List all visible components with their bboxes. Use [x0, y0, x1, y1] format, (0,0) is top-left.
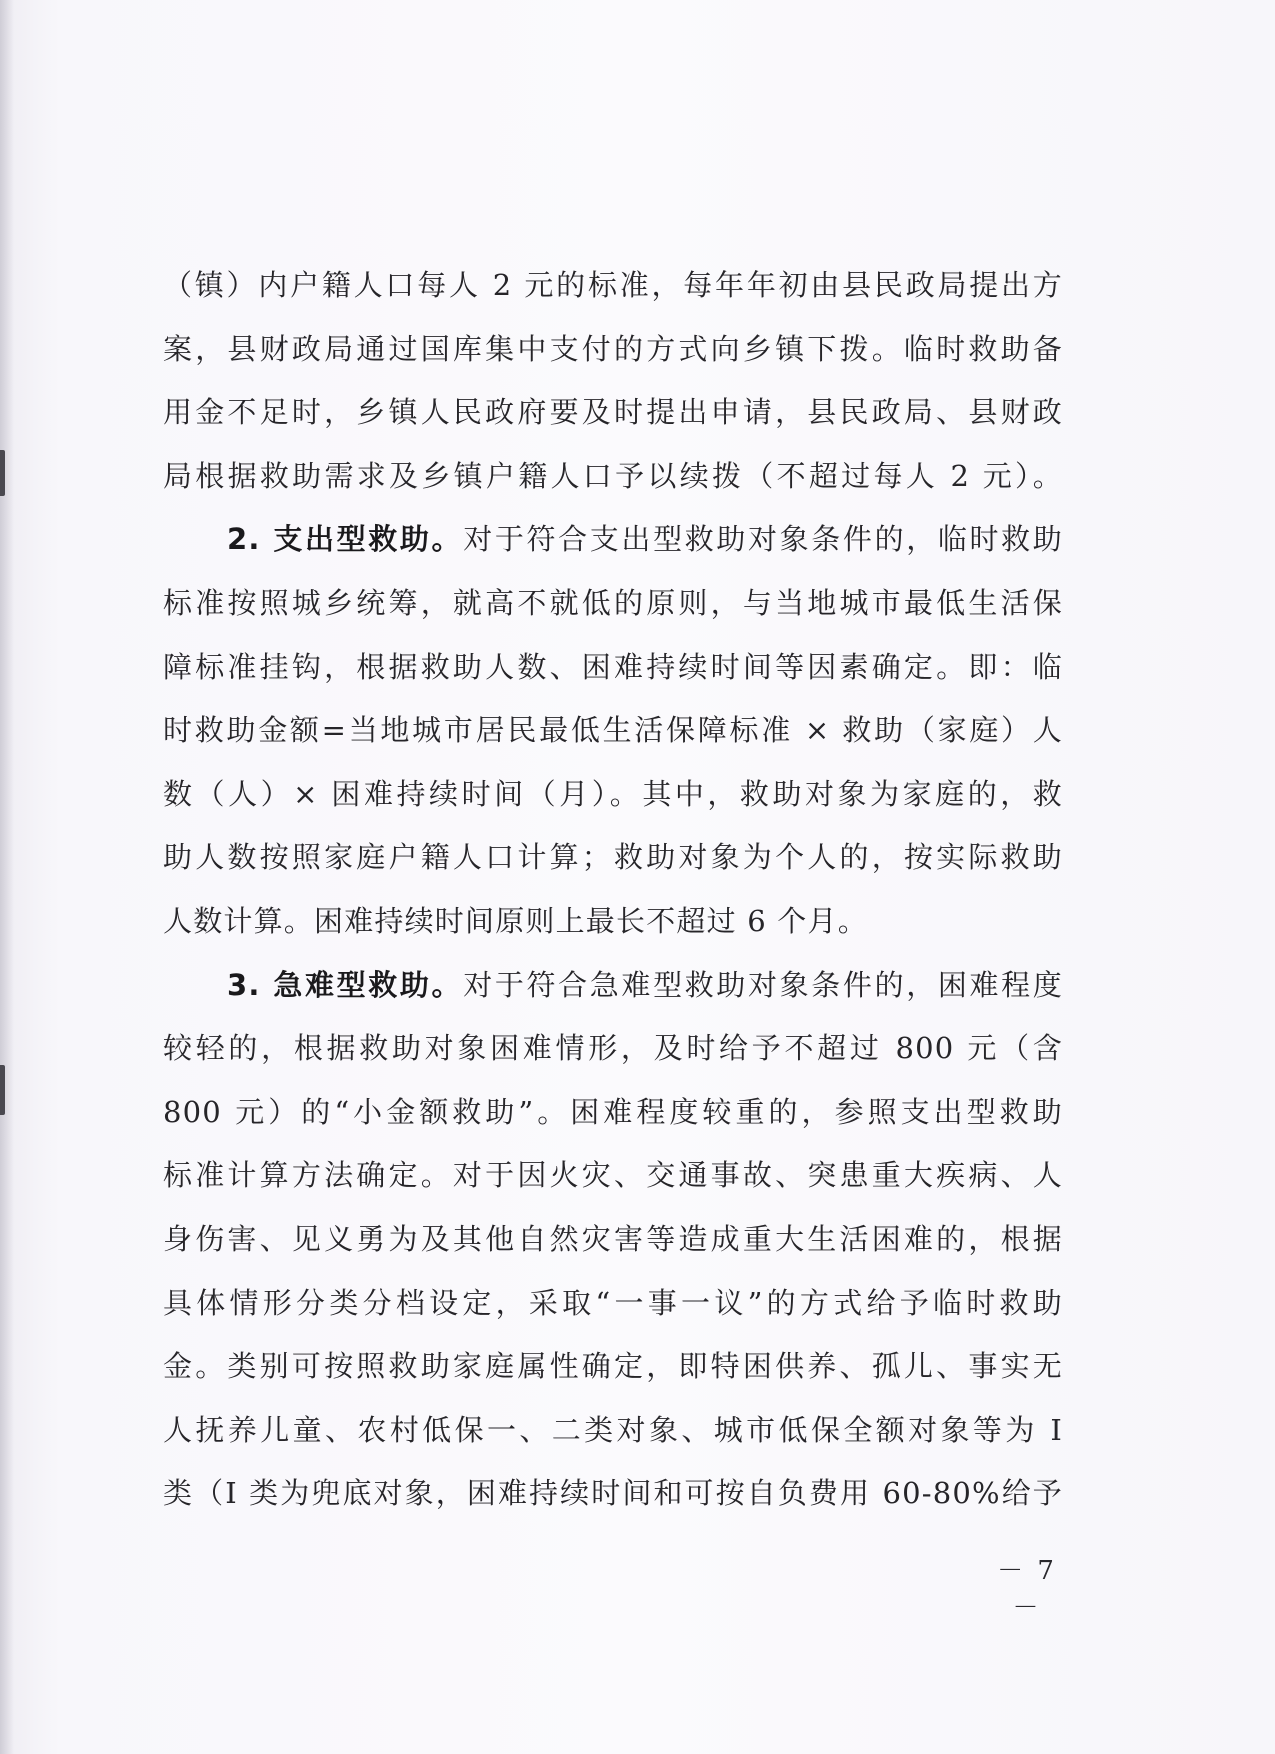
text-run: 对于符合支出型救助对象条件的，临时救助	[463, 522, 1063, 557]
text-line: 局根据救助需求及乡镇户籍人口予以续拨（不超过每人 2 元）。	[163, 458, 1063, 493]
text-line: 数（人）× 困难持续时间（月）。其中，救助对象为家庭的，救	[163, 776, 1063, 811]
text-line: 案，县财政局通过国库集中支付的方式向乡镇下拨。临时救助备	[163, 331, 1063, 366]
paragraph-first-line	[163, 954, 1063, 1018]
text-line: 时救助金额=当地城市居民最低生活保障标准 × 救助（家庭）人	[163, 713, 1063, 748]
text-line: 标准计算方法确定。对于因火灾、交通事故、突患重大疾病、人	[163, 1158, 1063, 1193]
section-heading: 3. 急难型救助。	[227, 967, 464, 1002]
text-line: 金。类别可按照救助家庭属性确定，即特困供养、孤儿、事实无	[163, 1349, 1063, 1384]
text-line: 较轻的，根据救助对象困难情形，及时给予不超过 800 元（含	[163, 1031, 1063, 1066]
page-number: － 7 －	[997, 1556, 1057, 1623]
text-line: 具体情形分类分档设定，采取“一事一议”的方式给予临时救助	[163, 1285, 1063, 1320]
page-edge-shadow	[0, 0, 14, 1754]
text-line: （镇）内户籍人口每人 2 元的标准，每年年初由县民政局提出方	[163, 268, 1063, 302]
text-line: 800 元）的“小金额救助”。困难程度较重的，参照支出型救助	[163, 1094, 1063, 1129]
text-run: 对于符合急难型救助对象条件的，困难程度	[463, 967, 1063, 1002]
binding-mark	[0, 1065, 5, 1115]
text-line: 类（I 类为兜底对象，困难持续时间和可按自负费用 60-80%给予	[163, 1476, 1063, 1511]
text-line: 助人数按照家庭户籍人口计算；救助对象为个人的，按实际救助	[163, 840, 1063, 875]
text-line: 用金不足时，乡镇人民政府要及时提出申请，县民政局、县财政	[163, 395, 1063, 430]
binding-mark	[0, 450, 5, 496]
text-line: 人抚养儿童、农村低保一、二类对象、城市低保全额对象等为 I	[163, 1412, 1063, 1447]
text-line: 人数计算。困难持续时间原则上最长不超过 6 个月。	[163, 903, 868, 938]
text-line: 障标准挂钩，根据救助人数、困难持续时间等因素确定。即：临	[163, 649, 1063, 684]
paragraph-first-line	[163, 508, 1063, 572]
text-line: 标准按照城乡统筹，就高不就低的原则，与当地城市最低生活保	[163, 585, 1063, 620]
document-body	[163, 254, 1063, 1526]
text-line: 身伤害、见义勇为及其他自然灾害等造成重大生活困难的，根据	[163, 1221, 1063, 1256]
section-heading: 2. 支出型救助。	[227, 522, 464, 557]
